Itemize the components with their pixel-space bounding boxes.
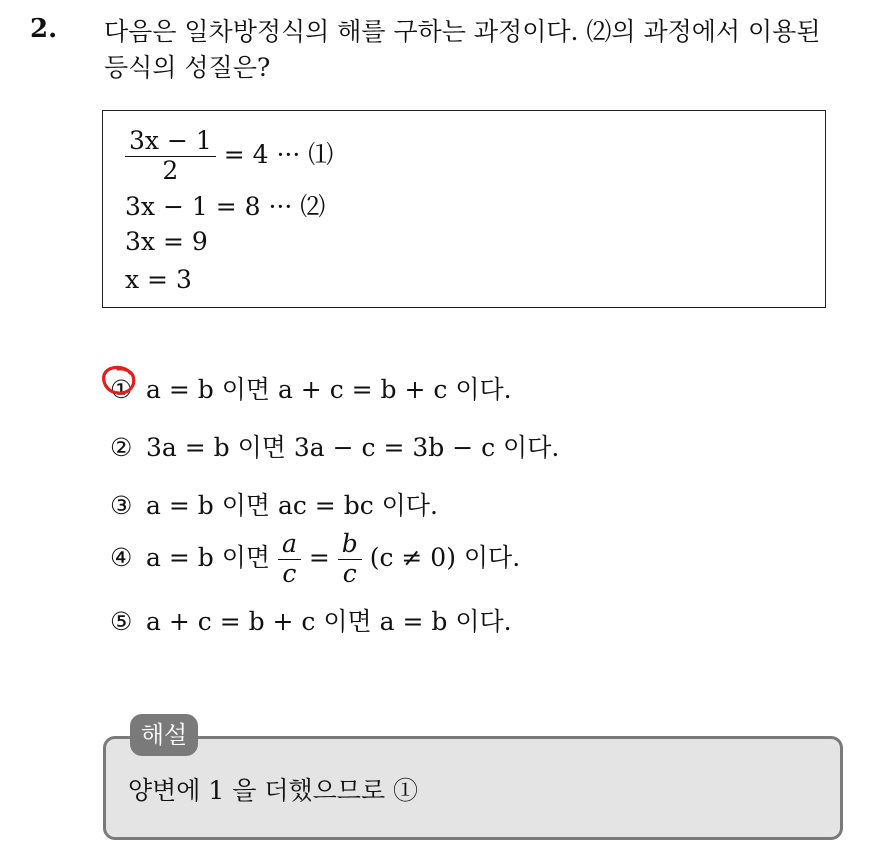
option-4-eq: = [308,542,330,572]
fraction-denominator: c [282,558,297,588]
selected-circle-icon [100,364,140,398]
process-line-1-rest: = 4 ··· ⑴ [223,139,334,169]
solution-label: 해설 [130,714,198,756]
option-3[interactable] [110,486,438,522]
process-line-3: 3x = 9 [125,227,208,256]
solution-text: 양변에 1 을 더했으므로 ① [128,776,419,805]
option-5-text: a + c = b + c 이면 a = b 이다. [146,607,512,636]
fraction [125,127,216,186]
option-4-fraction-a [278,530,301,589]
fraction-denominator: 2 [162,155,179,185]
option-5[interactable] [110,602,512,638]
option-3-text: a = b 이면 ac = bc 이다. [146,491,438,520]
fraction-numerator: a [278,530,301,560]
option-1-text: a = b 이면 a + c = b + c 이다. [146,375,512,404]
option-5-mark: ⑤ [110,607,133,636]
option-2-text: 3a = b 이면 3a − c = 3b − c 이다. [146,433,560,462]
question-number: 2. [30,14,58,44]
process-line-4: x = 3 [125,265,192,294]
fraction-numerator: 3x − 1 [125,127,216,157]
option-4-pre: a = b 이면 [146,542,270,572]
option-4-fraction-b [338,530,362,589]
option-3-mark: ③ [110,491,133,520]
process-line-1 [125,127,333,186]
option-2[interactable] [110,428,559,464]
option-4[interactable] [110,530,520,589]
option-1[interactable] [110,370,512,406]
option-4-post: (c ≠ 0) 이다. [369,542,521,572]
question-text-line2: 등식의 성질은? [104,53,271,82]
option-1-mark: ① [110,375,133,404]
option-2-mark: ② [110,433,133,462]
question-text-line1: 다음은 일차방정식의 해를 구하는 과정이다. ⑵의 과정에서 이용된 [104,17,821,46]
solution-box [103,736,843,840]
process-line-2: 3x − 1 = 8 ··· ⑵ [125,192,326,221]
question-text [104,14,874,86]
process-box [102,110,826,308]
fraction-denominator: c [342,558,357,588]
fraction-numerator: b [338,530,362,560]
option-4-mark: ④ [110,542,133,572]
